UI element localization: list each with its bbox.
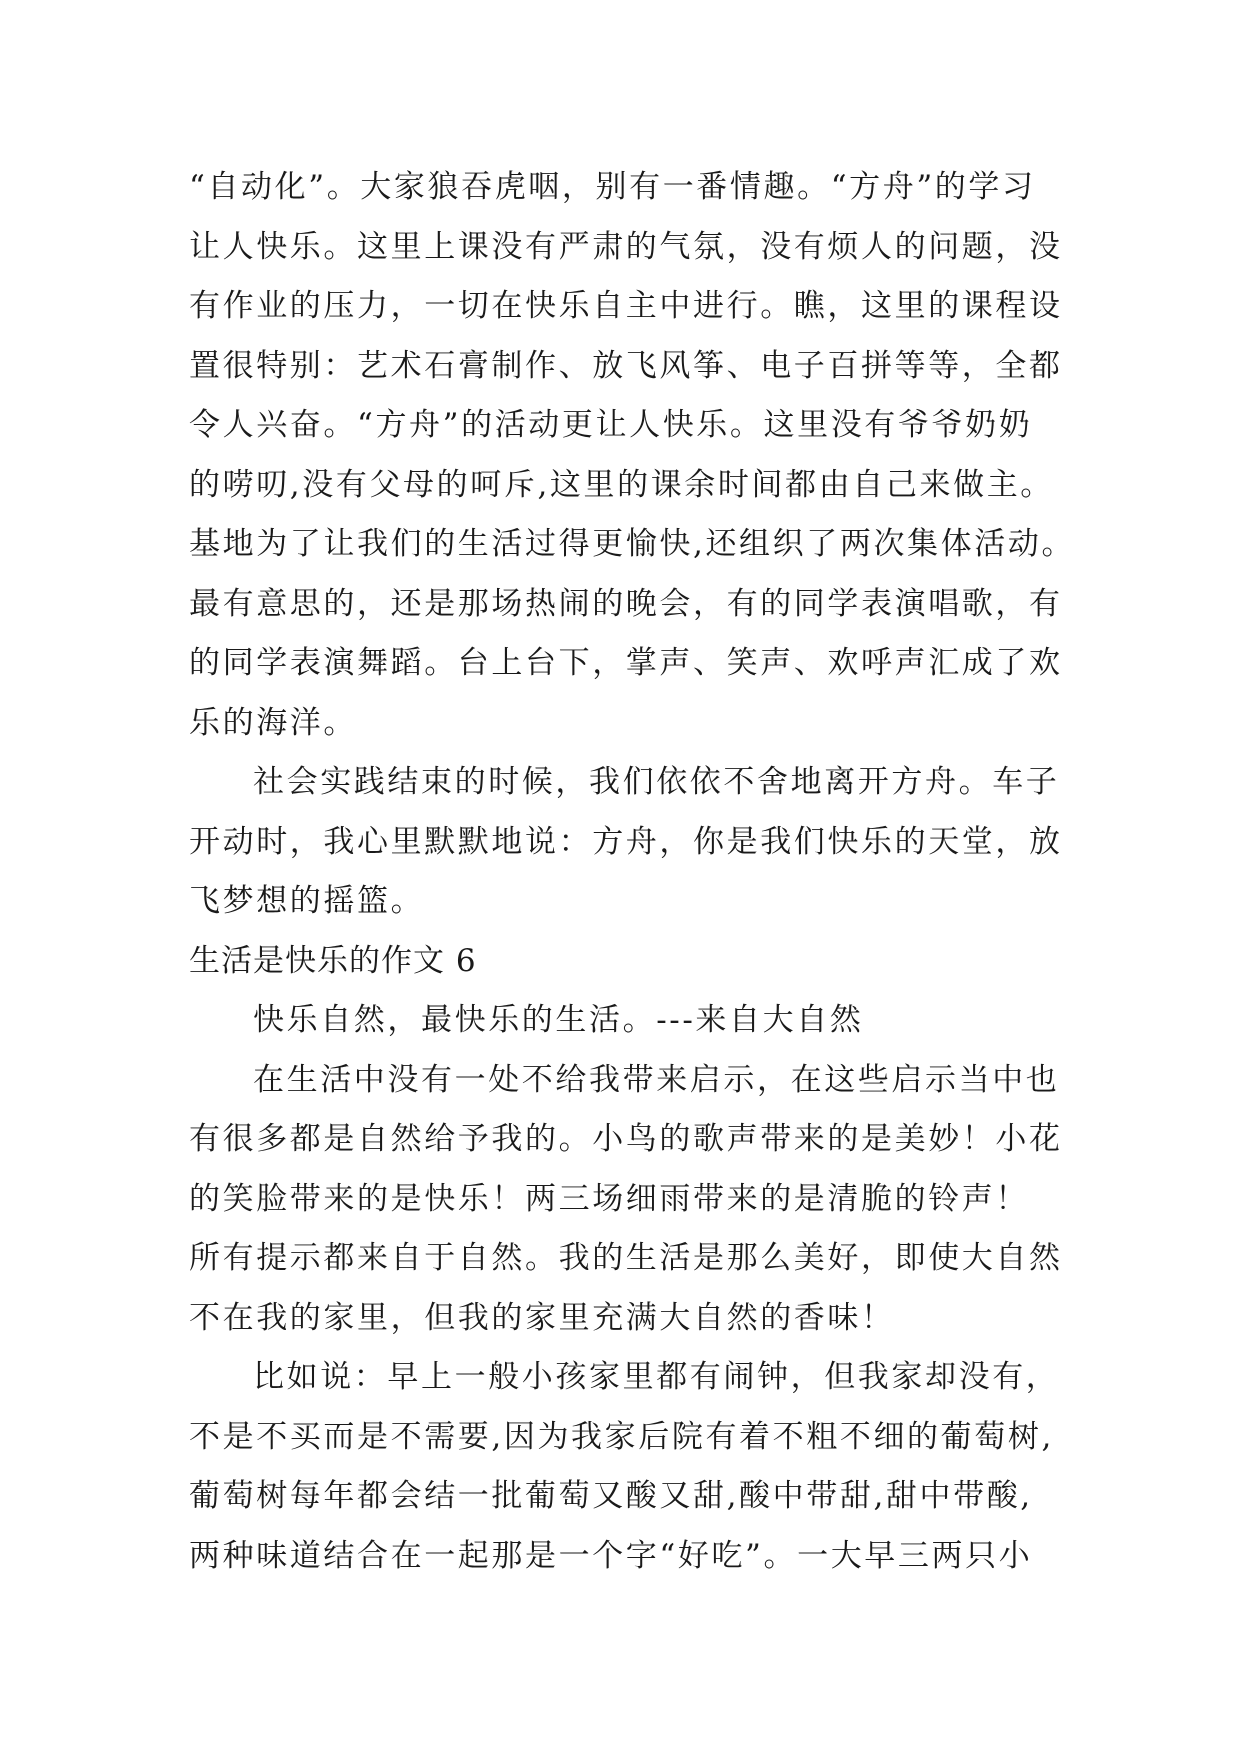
text-line: 不是不买而是不需要,因为我家后院有着不粗不细的葡萄树,	[189, 1418, 1054, 1455]
text-line: 有很多都是自然给予我的。小鸟的歌声带来的是美妙！小花	[189, 1121, 1063, 1157]
section-heading: 生活是快乐的作文 6	[189, 942, 477, 979]
text-line: “自动化”。大家狼吞虎咽，别有一番情趣。“方舟”的学习	[189, 169, 1036, 205]
text-line: 的同学表演舞蹈。台上台下，掌声、笑声、欢呼声汇成了欢	[189, 645, 1063, 681]
text-line: 不在我的家里，但我的家里充满大自然的香味！	[189, 1299, 895, 1336]
text-line: 开动时，我心里默默地说：方舟，你是我们快乐的天堂，放	[189, 823, 1063, 860]
text-line: 飞梦想的摇篮。	[189, 883, 425, 919]
text-line: 令人兴奋。“方舟”的活动更让人快乐。这里没有爷爷奶奶	[189, 407, 1033, 443]
paragraph-start-line: 社会实践结束的时候，我们依依不舍地离开方舟。车子	[253, 764, 1060, 800]
text-line: 的唠叨,没有父母的呵斥,这里的课余时间都由自己来做主。	[189, 466, 1054, 503]
text-line: 乐的海洋。	[189, 704, 357, 741]
text-line: 最有意思的，还是那场热闹的晚会，有的同学表演唱歌，有	[189, 585, 1063, 622]
paragraph-start-line: 快乐自然，最快乐的生活。---来自大自然	[253, 1002, 864, 1038]
text-line: 所有提示都来自于自然。我的生活是那么美好，即使大自然	[189, 1240, 1063, 1276]
paragraph-start-line: 在生活中没有一处不给我带来启示，在这些启示当中也	[253, 1061, 1060, 1098]
text-line: 两种味道结合在一起那是一个字“好吃”。一大早三两只小	[189, 1537, 1033, 1574]
text-line: 葡萄树每年都会结一批葡萄又酸又甜,酸中带甜,甜中带酸,	[189, 1478, 1033, 1514]
text-line: 基地为了让我们的生活过得更愉快,还组织了两次集体活动。	[189, 526, 1076, 562]
essay-text	[189, 158, 1076, 1586]
text-line: 有作业的压力，一切在快乐自主中进行。瞧，这里的课程设	[189, 288, 1063, 324]
text-line: 的笑脸带来的是快乐！两三场细雨带来的是清脆的铃声！	[189, 1180, 1029, 1217]
text-line: 让人快乐。这里上课没有严肃的气氛，没有烦人的问题，没	[189, 228, 1063, 265]
paragraph-start-line: 比如说：早上一般小孩家里都有闹钟，但我家却没有，	[253, 1359, 1060, 1395]
text-line: 置很特别：艺术石膏制作、放飞风筝、电子百拼等等，全都	[189, 347, 1063, 384]
